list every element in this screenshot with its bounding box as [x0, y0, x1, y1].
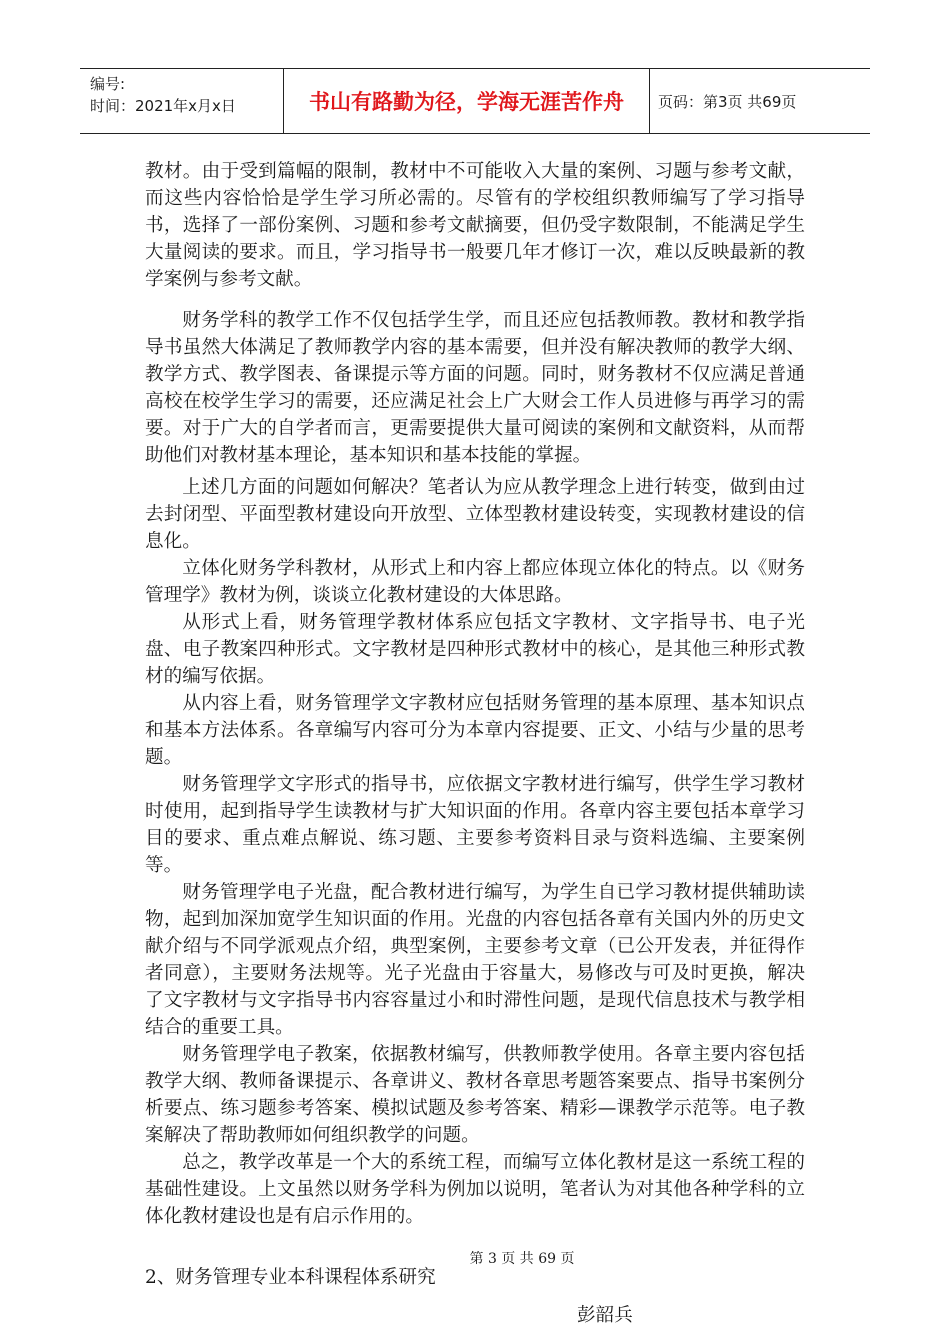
paragraph: 从内容上看，财务管理学文字教材应包括财务管理的基本原理、基本知识点和基本方法体系。各章编写内容可分为本章内容提要、正文、小结与少量的思考题。 [145, 693, 805, 768]
header-meta [80, 69, 284, 133]
paragraph: 财务学科的教学工作不仅包括学生学，而且还应包括教师教。教材和教学指导书虽然大体满足了教师教学内容的基本需要，但并没有解决教师的教学大纲、教学方式、教学图表、备课提示等方面的问题。同时，财务教材不仅应满足普通高校在校学生学习的需要，还应满足社会上广大财会工作人员进修与再学习的需要。对于广大的自学者而言，更需要提供大量可阅读的案例和文献资料，从而帮助他们对教材基本理论，基本知识和基本技能的掌握。 [145, 310, 805, 466]
paragraph: 财务管理学文字形式的指导书，应依据文字教材进行编写，供学生学习教材时使用，起到指导学生读教材与扩大知识面的作用。各章内容主要包括本章学习目的要求、重点难点解说、练习题、主要参考资料目录与资料选编、主要案例等。 [145, 774, 805, 876]
author-name: 彭韶兵 [577, 1305, 633, 1326]
time-label: 时间：2021年x月x日 [90, 97, 236, 115]
paragraph: 财务管理学电子教案，依据教材编写，供教师教学使用。各章主要内容包括教学大纲、教师备课提示、各章讲义、教材各章思考题答案要点、指导书案例分析要点、练习题参考答案、模拟试题及参考答案、精彩—课教学示范等。电子教案解决了帮助教师如何组织教学的问题。 [145, 1044, 805, 1146]
number-label: 编号: [90, 75, 126, 93]
header-page-info: 页码：第3页 共69页 [658, 92, 797, 111]
paragraph: 立体化财务学科教材，从形式上和内容上都应体现立体化的特点。以《财务管理学》教材为例，谈谈立化教材建设的大体思路。 [145, 558, 805, 606]
paragraph: 财务管理学电子光盘，配合教材进行编写，为学生自已学习教材提供辅助读物，起到加深加宽学生知识面的作用。光盘的内容包括各章有关国内外的历史文献介绍与不同学派观点介绍，典型案例，主要参考文章（已公开发表，并征得作者同意），主要财务法规等。光子光盘由于容量大，易修改与可及时更换，解决了文字教材与文字指导书内容容量过小和时滞性问题，是现代信息技术与教学相结合的重要工具。 [145, 882, 805, 1038]
section-title: 2、财务管理专业本科课程体系研究 [145, 1267, 436, 1288]
header-motto: 书山有路勤为径，学海无涯苦作舟 [284, 69, 650, 133]
document-body [145, 158, 805, 1329]
paragraph: 教材。由于受到篇幅的限制，教材中不可能收入大量的案例、习题与参考文献，而这些内容恰恰是学生学习所必需的。尽管有的学校组织教师编写了学习指导书，选择了一部份案例、习题和参考文献摘要，但仍受字数限制，不能满足学生大量阅读的要求。而且，学习指导书一般要几年才修订一次，难以反映最新的教学案例与参考文献。 [145, 161, 805, 290]
paragraph: 上述几方面的问题如何解决？笔者认为应从教学理念上进行转变，做到由过去封闭型、平面型教材建设向开放型、立体型教材建设转变，实现教材建设的信息化。 [145, 477, 805, 552]
paragraph: 从形式上看，财务管理学教材体系应包括文字教材、文字指导书、电子光盘、电子教案四种形式。文字教材是四种形式教材中的核心，是其他三种形式教材的编写依据。 [145, 612, 805, 687]
paragraph: 总之，教学改革是一个大的系统工程，而编写立体化教材是这一系统工程的基础性建设。上文虽然以财务学科为例加以说明，笔者认为对其他各种学科的立体化教材建设也是有启示作用的。 [145, 1152, 805, 1227]
page-header [80, 68, 870, 134]
page-footer: 第 3 页 共 69 页 [469, 1251, 575, 1267]
